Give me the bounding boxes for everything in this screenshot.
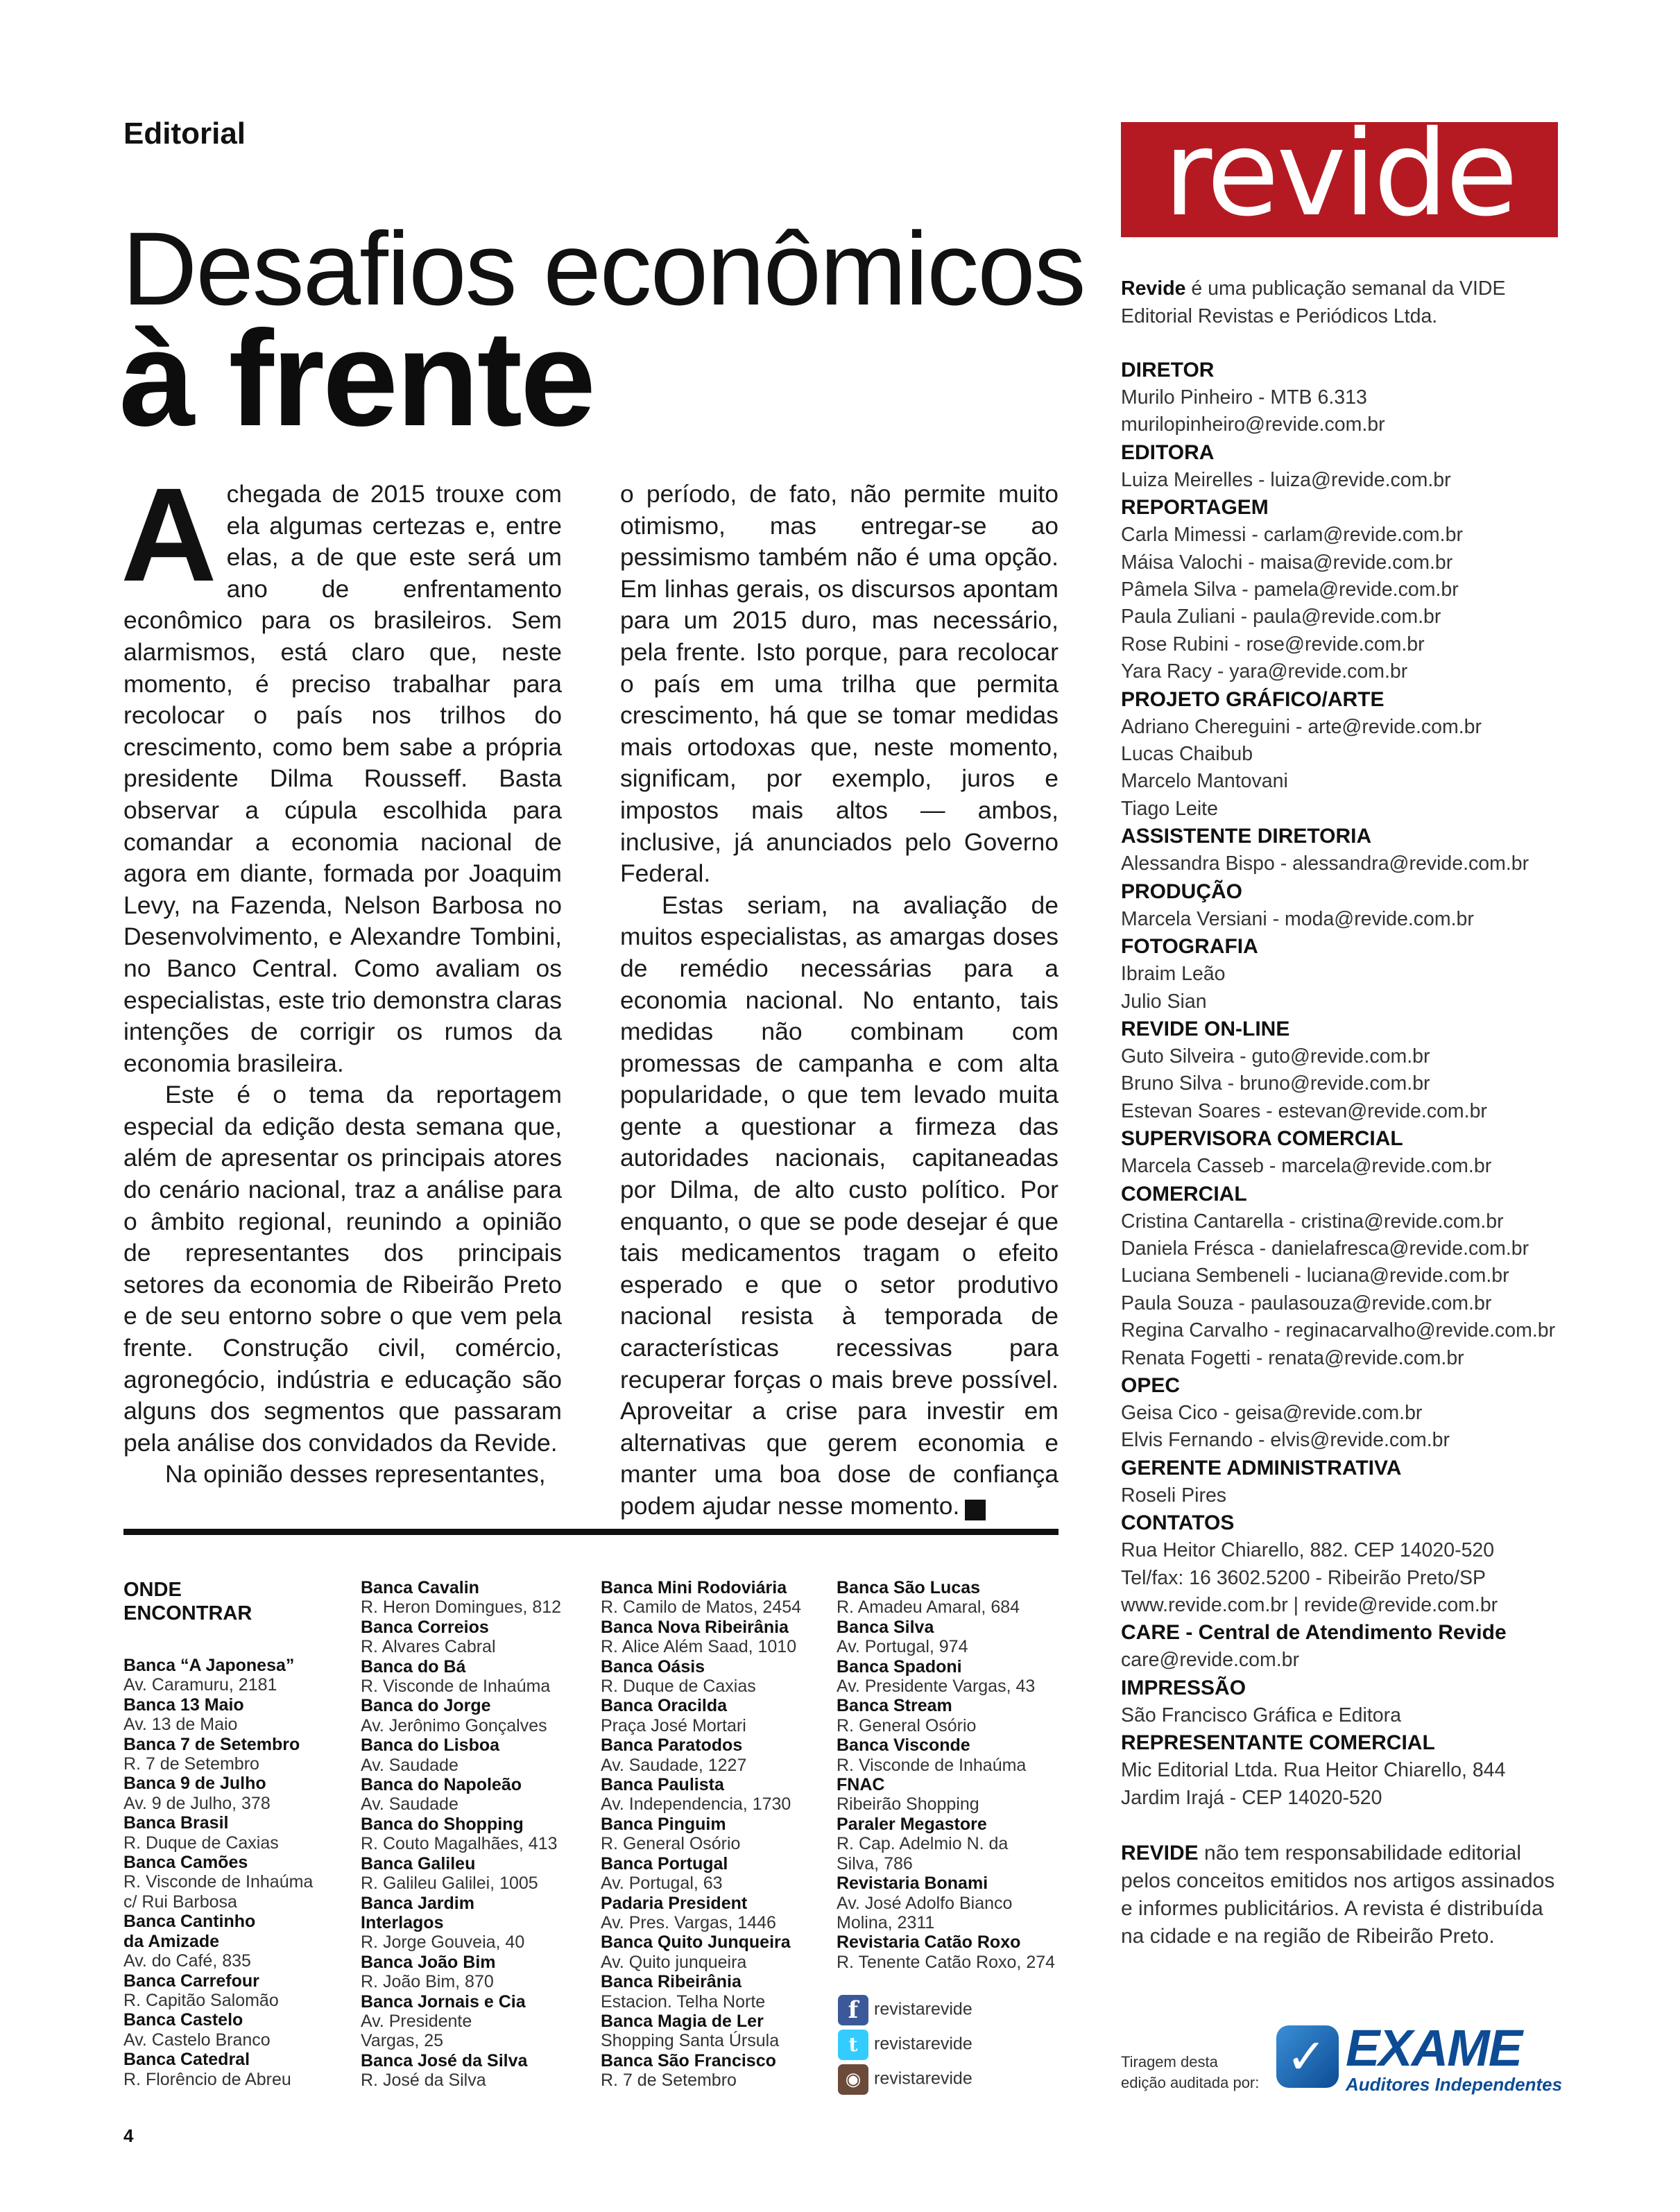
entry-name: Banca Oracilda (601, 1696, 728, 1716)
entry-address: R. Visconde de Inhaúma (123, 1872, 314, 1892)
staff-line: Renata Fogetti - renata@revide.com.br (1121, 1346, 1464, 1369)
entry-address: Av. Portugal, 974 (837, 1637, 968, 1657)
social-facebook[interactable]: f revistarevide (838, 1995, 972, 2025)
staff-role: GERENTE ADMINISTRATIVA (1121, 1456, 1402, 1480)
entry-name: Banca São Lucas (837, 1578, 981, 1597)
staff-role: COMERCIAL (1121, 1182, 1247, 1206)
entry-name: Banca Oásis (601, 1656, 705, 1677)
entry-address: R. General Osório (837, 1715, 977, 1735)
staff-line: Cristina Cantarella - cristina@revide.com.br (1121, 1210, 1504, 1233)
entry-name: Paraler Megastore (837, 1814, 987, 1834)
staff-line: Lucas Chaibub (1121, 743, 1253, 766)
entry-address: R. Alvares Cabral (361, 1637, 496, 1657)
directory-entry (837, 1735, 1055, 1775)
entry-address: R. Alice Além Saad, 1010 (601, 1637, 797, 1657)
entry-address: Av. Saudade (361, 1794, 458, 1815)
directory-entry (123, 1853, 313, 1912)
entry-name: Banca “A Japonesa” (123, 1656, 295, 1675)
entry-name: Banca Cavalin (361, 1578, 479, 1597)
entry-name: Banca Galileu (361, 1853, 476, 1874)
directory-entry (361, 1894, 561, 1953)
headline-line-2: à frente (119, 302, 594, 454)
article-column-2 (620, 479, 1058, 1523)
drop-cap: A (121, 460, 217, 609)
staff-line: Máisa Valochi - maisa@revide.com.br (1121, 551, 1453, 574)
directory-entry (361, 2051, 561, 2091)
entry-name: Banca do Shopping (361, 1814, 524, 1834)
directory-entry (361, 1815, 561, 1854)
disclaimer: REVIDE não tem responsabilidade editorial pelos conceitos emitidos nos artigos assinados e informes publicitários. A revista é distribuída na cidade e na região de Ribeirão Preto. (1121, 1842, 1555, 1948)
entry-name: da Amizade (123, 1931, 220, 1951)
staff-line: Roseli Pires (1121, 1484, 1227, 1507)
directory-entry (601, 2051, 801, 2091)
directory-entry (361, 1696, 561, 1735)
logo-text: revide (1163, 105, 1516, 243)
staff-role: REVIDE ON-LINE (1121, 1017, 1290, 1040)
entry-address: R. General Osório (601, 1834, 741, 1854)
exame-subtitle: Auditores Independentes (1346, 2074, 1563, 2095)
article-paragraph: Estas seriam, na avaliação de muitos especialistas, as amargas doses de remédio necessárias para a economia nacional. No entanto, tais medidas não combinam com promessas de campanha e com alta popularidade, o que tem levado muita gente a questionar a firmeza das autoridades nacionais, capitaneadas por Dilma, de alto custo político. Por enquanto, o que se pode desejar é que tais medicamentos tragam o efeito esperado e que o setor produtivo nacional resista à temporada de características recessivas para recuperar forças o mais breve possível. Aproveitar a crise para investir em alternativas que gerem economia e manter uma boa dose de confiança podem ajudar nesse momento. r (620, 891, 1058, 1520)
article-paragraph: Achegada de 2015 trouxe com ela algumas certezas e, entre elas, a de que este será um ano de enfrentamento econômico para os brasileiros. Sem alarmismos, está claro que, neste momento, é preciso trabalhar para recolocar o país nos trilhos do crescimento, como bem sabe a própria presidente Dilma Rousseff. Basta observar a cúpula escolhida para comandar a economia nacional de agora em diante, formada por Joaquim Levy, na Fazenda, Nelson Barbosa no Desenvolvimento, e Alexandre Tombini, no Banco Central. Como avaliam os especialistas, este trio demonstra claras intenções de corrigir os rumos da economia brasileira. (121, 460, 562, 1077)
directory-entry (601, 1815, 801, 1854)
entry-address: R. Galileu Galilei, 1005 (361, 1874, 538, 1894)
directory-entry (601, 1775, 801, 1815)
staff-role: EDITORA (1121, 440, 1215, 464)
directory-entry (601, 1578, 801, 1618)
staff-role: CARE - Central de Atendimento Revide (1121, 1621, 1507, 1645)
entry-address: R. Capitão Salomão (123, 1990, 279, 2010)
entry-address: R. Cap. Adelmio N. da (837, 1834, 1009, 1854)
entry-name: Banca Paratodos (601, 1735, 743, 1756)
staff-role: REPORTAGEM (1121, 496, 1269, 520)
article-paragraph: Este é o tema da reportagem especial da edição desta semana que, além de apresentar os principais atores do cenário nacional, traz a análise para o âmbito regional, reunindo a opinião de representantes dos principais setores da economia de Ribeirão Preto e de seu entorno sobre o que vem pela frente. Construção civil, comércio, agronegócio, indústria e educação são alguns dos segmentos que passaram pela análise dos convidados da Revide. (123, 1081, 562, 1457)
directory-entry (361, 1775, 561, 1815)
staff-line: Julio Sian (1121, 990, 1207, 1013)
staff-line: Rua Heitor Chiarello, 882. CEP 14020-520 (1121, 1539, 1495, 1562)
entry-address: R. Tenente Catão Roxo, 274 (837, 1952, 1056, 1972)
entry-address: Ribeirão Shopping (837, 1794, 979, 1815)
entry-address: R. 7 de Setembro (601, 2070, 737, 2091)
entry-name: FNAC (837, 1775, 885, 1795)
directory-entry (361, 1854, 561, 1894)
staff-line: Luciana Sembeneli - luciana@revide.com.br (1121, 1264, 1509, 1287)
staff-line: Geisa Cico - geisa@revide.com.br (1121, 1401, 1423, 1424)
entry-address: R. José da Silva (361, 2070, 486, 2091)
directory-entry (123, 1735, 313, 1774)
entry-name: Banca Castelo (123, 2010, 243, 2030)
article-column-1 (121, 460, 562, 1491)
entry-name: Banca São Francisco (601, 2050, 776, 2070)
entry-address: Vargas, 25 (361, 2031, 444, 2051)
staff-line: Guto Silveira - guto@revide.com.br (1121, 1045, 1430, 1068)
staff-role: CONTATOS (1121, 1511, 1235, 1535)
entry-address: R. Camilo de Matos, 2454 (601, 1597, 802, 1618)
end-mark-icon: r (965, 1500, 986, 1520)
directory-entry (123, 2050, 313, 2089)
checkmark-icon: ✓ (1276, 2025, 1339, 2088)
exame-logo (1276, 2025, 1327, 2088)
directory-entry (123, 1695, 313, 1735)
entry-address: R. Duque de Caxias (601, 1677, 756, 1697)
instagram-icon: ◉ (838, 2064, 868, 2095)
entry-name: Banca Portugal (601, 1853, 728, 1874)
entry-name: Banca Catedral (123, 2050, 250, 2070)
staff-role: REPRESENTANTE COMERCIAL (1121, 1731, 1435, 1755)
directory-entry (123, 1774, 313, 1813)
entry-name: Banca do Jorge (361, 1696, 491, 1716)
entry-address: Silva, 786 (837, 1853, 913, 1874)
article-paragraph: o período, de fato, não permite muito otimismo, mas entregar-se ao pessimismo também não é uma opção. Em linhas gerais, os discursos apontam para um 2015 duro, mas necessário, pela frente. Isto porque, para recolocar o país em uma trilha que permita crescimento, há que se tomar medidas mais ortodoxas que, neste momento, significam, por exemplo, juros e impostos mais altos — ambos, inclusive, já anunciados pelo Governo Federal. (620, 480, 1058, 888)
entry-name: Banca do Lisboa (361, 1735, 500, 1756)
staff-line: Paula Souza - paulasouza@revide.com.br (1121, 1292, 1492, 1314)
entry-name: Banca Ribeirânia (601, 1972, 742, 1992)
section-label: Editorial (123, 117, 246, 151)
entry-name: Banca Spadoni (837, 1656, 962, 1677)
staff-line: Marcela Casseb - marcela@revide.com.br (1121, 1155, 1492, 1178)
staff-role: ASSISTENTE DIRETORIA (1121, 825, 1372, 848)
directory-entry (123, 2010, 313, 2050)
entry-name: Interlagos (361, 1912, 444, 1932)
directory-entry (601, 1894, 801, 1933)
staff-line: Alessandra Bispo - alessandra@revide.com.br (1121, 852, 1529, 875)
entry-address: R. 7 de Setembro (123, 1754, 259, 1774)
staff-line: Estevan Soares - estevan@revide.com.br (1121, 1099, 1487, 1122)
entry-address: Av. Presidente (361, 2011, 472, 2031)
directory-entry (837, 1775, 1055, 1815)
directory-entry (601, 1854, 801, 1894)
article-paragraph: Na opinião desses representantes, (165, 1460, 546, 1489)
entry-name: Banca Quito Junqueira (601, 1932, 791, 1953)
staff-line: Ibraim Leão (1121, 963, 1226, 986)
section-divider (123, 1529, 1058, 1535)
entry-name: Banca Correios (361, 1617, 489, 1637)
entry-name: Banca Silva (837, 1617, 934, 1637)
staff-line: care@revide.com.br (1121, 1649, 1300, 1672)
directory-entry (123, 1813, 313, 1853)
entry-address: Av. Pres. Vargas, 1446 (601, 1912, 776, 1932)
entry-address: Av. José Adolfo Bianco (837, 1893, 1013, 1913)
entry-name: Banca Pinguim (601, 1814, 726, 1834)
entry-address: Av. Portugal, 63 (601, 1874, 723, 1894)
staff-role: PROJETO GRÁFICO/ARTE (1121, 687, 1385, 711)
staff-role: IMPRESSÃO (1121, 1676, 1246, 1699)
entry-address: R. Duque de Caxias (123, 1833, 279, 1853)
entry-name: Banca 7 de Setembro (123, 1734, 300, 1754)
staff-line: Tiago Leite (1121, 797, 1218, 820)
entry-address: Av. Caramuru, 2181 (123, 1675, 277, 1695)
entry-name: Banca Brasil (123, 1813, 229, 1833)
staff-line: Jardim Irajá - CEP 14020-520 (1121, 1786, 1382, 1809)
staff-line: murilopinheiro@revide.com.br (1121, 413, 1385, 436)
entry-name: Padaria President (601, 1893, 748, 1913)
staff-line: Marcela Versiani - moda@revide.com.br (1121, 907, 1474, 930)
onde-encontrar-title: ONDE ENCONTRAR (123, 1579, 252, 1624)
entry-name: Banca Visconde (837, 1735, 970, 1756)
entry-name: Banca Paulista (601, 1775, 724, 1795)
entry-address: Av. Quito junqueira (601, 1952, 747, 1972)
entry-address: Av. 9 de Julho, 378 (123, 1793, 271, 1813)
directory-column-1 (123, 1656, 313, 2089)
staff-line: Murilo Pinheiro - MTB 6.313 (1121, 386, 1367, 409)
entry-name: Banca 13 Maio (123, 1695, 244, 1715)
directory-entry (601, 2012, 801, 2051)
entry-address: Av. do Café, 835 (123, 1951, 251, 1971)
entry-name: Banca Carrefour (123, 1971, 259, 1991)
entry-name: Banca Nova Ribeirânia (601, 1617, 789, 1637)
directory-entry (837, 1657, 1055, 1697)
entry-name: Banca Stream (837, 1696, 952, 1716)
directory-entry (601, 1618, 801, 1657)
entry-address: Shopping Santa Úrsula (601, 2031, 780, 2051)
staff-role: OPEC (1121, 1373, 1181, 1397)
entry-name: Revistaria Bonami (837, 1874, 988, 1894)
directory-column-2 (361, 1578, 561, 2091)
directory-entry (361, 1657, 561, 1697)
twitter-icon: t (838, 2030, 868, 2060)
entry-address: R. Visconde de Inhaúma (837, 1755, 1027, 1775)
directory-entry (837, 1815, 1055, 1874)
entry-address: Av. Saudade, 1227 (601, 1755, 747, 1775)
staff-role: DIRETOR (1121, 359, 1215, 381)
staff-role: SUPERVISORA COMERCIAL (1121, 1127, 1403, 1151)
staff-line: Luiza Meirelles - luiza@revide.com.br (1121, 468, 1451, 491)
directory-entry (601, 1657, 801, 1697)
facebook-icon: f (838, 1995, 868, 2025)
directory-entry (361, 1578, 561, 1618)
staff-line: Adriano Chereguini - arte@revide.com.br (1121, 715, 1482, 738)
directory-entry (837, 1618, 1055, 1657)
masthead-intro: Revide é uma publicação semanal da VIDE Editorial Revistas e Periódicos Ltda. (1121, 277, 1506, 327)
entry-name: Banca Jardim (361, 1893, 474, 1913)
staff-line: Elvis Fernando - elvis@revide.com.br (1121, 1429, 1450, 1452)
entry-address: R. Jorge Gouveia, 40 (361, 1932, 525, 1953)
staff-line: Rose Rubini - rose@revide.com.br (1121, 633, 1425, 655)
entry-name: Banca 9 de Julho (123, 1774, 266, 1794)
entry-address: Molina, 2311 (837, 1912, 935, 1932)
entry-name: Banca Mini Rodoviária (601, 1578, 787, 1597)
staff-line: Bruno Silva - bruno@revide.com.br (1121, 1072, 1430, 1095)
directory-entry (361, 1735, 561, 1775)
directory-entry (837, 1874, 1055, 1932)
staff-line: Yara Racy - yara@revide.com.br (1121, 660, 1408, 683)
entry-name: Revistaria Catão Roxo (837, 1932, 1021, 1953)
entry-name: Banca Magia de Ler (601, 2011, 764, 2031)
directory-entry (837, 1578, 1055, 1618)
entry-address: R. Couto Magalhães, 413 (361, 1834, 558, 1854)
directory-entry (361, 1618, 561, 1657)
staff-line: www.revide.com.br | revide@revide.com.br (1121, 1594, 1498, 1616)
entry-address: Av. Independencia, 1730 (601, 1794, 791, 1815)
entry-name: Banca Cantinho (123, 1912, 256, 1932)
staff-role: FOTOGRAFIA (1121, 935, 1258, 959)
staff-list (1121, 357, 1593, 1812)
entry-address: c/ Rui Barbosa (123, 1892, 237, 1912)
directory-entry (123, 1912, 313, 1971)
entry-address: Estacion. Telha Norte (601, 1991, 766, 2012)
staff-line: Paula Zuliani - paula@revide.com.br (1121, 606, 1441, 628)
entry-address: Av. Saudade (361, 1755, 458, 1775)
directory-column-4 (837, 1578, 1055, 1972)
entry-address: R. João Bim, 870 (361, 1972, 494, 1992)
staff-line: Daniela Frésca - danielafresca@revide.com.br (1121, 1237, 1529, 1260)
entry-address: R. Visconde de Inhaúma (361, 1677, 551, 1697)
staff-line: Carla Mimessi - carlam@revide.com.br (1121, 524, 1463, 547)
directory-entry (123, 1971, 313, 2011)
entry-address: Praça José Mortari (601, 1715, 746, 1735)
entry-name: Banca José da Silva (361, 2050, 528, 2070)
entry-address: Av. 13 de Maio (123, 1715, 238, 1735)
directory-column-3 (601, 1578, 801, 2091)
revide-logo (1121, 105, 1558, 243)
staff-line: Pâmela Silva - pamela@revide.com.br (1121, 578, 1459, 601)
entry-name: Banca Jornais e Cia (361, 1991, 526, 2012)
entry-name: Banca Camões (123, 1853, 248, 1873)
staff-line: Mic Editorial Ltda. Rua Heitor Chiarello, 844 (1121, 1759, 1506, 1782)
entry-address: R. Florêncio de Abreu (123, 2069, 291, 2089)
entry-address: R. Amadeu Amaral, 684 (837, 1597, 1020, 1618)
staff-line: Regina Carvalho - reginacarvalho@revide.com.br (1121, 1319, 1556, 1342)
social-instagram[interactable]: ◉ revistarevide (838, 2064, 972, 2095)
directory-entry (837, 1696, 1055, 1735)
directory-entry (361, 1992, 561, 2051)
directory-entry (601, 1932, 801, 1972)
page-number: 4 (123, 2125, 134, 2146)
entry-address: Av. Jerônimo Gonçalves (361, 1715, 547, 1735)
entry-address: R. Heron Domingues, 812 (361, 1597, 562, 1618)
headline-line-1: Desafios econômicos (122, 210, 1085, 327)
staff-line: Tel/fax: 16 3602.5200 - Ribeirão Preto/SP (1121, 1566, 1486, 1589)
staff-role: PRODUÇÃO (1121, 880, 1243, 903)
directory-entry (601, 1696, 801, 1735)
entry-name: Banca do Napoleão (361, 1775, 522, 1795)
entry-address: Av. Presidente Vargas, 43 (837, 1677, 1036, 1697)
directory-entry (123, 1656, 313, 1695)
directory-entry (601, 1972, 801, 2012)
exame-wordmark: EXAME (1346, 2019, 1522, 2077)
staff-line: São Francisco Gráfica e Editora (1121, 1704, 1401, 1726)
directory-entry (601, 1735, 801, 1775)
entry-address: Av. Castelo Branco (123, 2030, 271, 2050)
directory-entry (837, 1932, 1055, 1972)
entry-name: Banca do Bá (361, 1656, 466, 1677)
directory-entry (361, 1953, 561, 1992)
staff-line: Marcelo Mantovani (1121, 770, 1288, 793)
entry-name: Banca João Bim (361, 1952, 496, 1972)
social-twitter[interactable]: t revistarevide (838, 2030, 972, 2060)
audit-label: Tiragem desta edição auditada por: (1121, 2053, 1260, 2091)
